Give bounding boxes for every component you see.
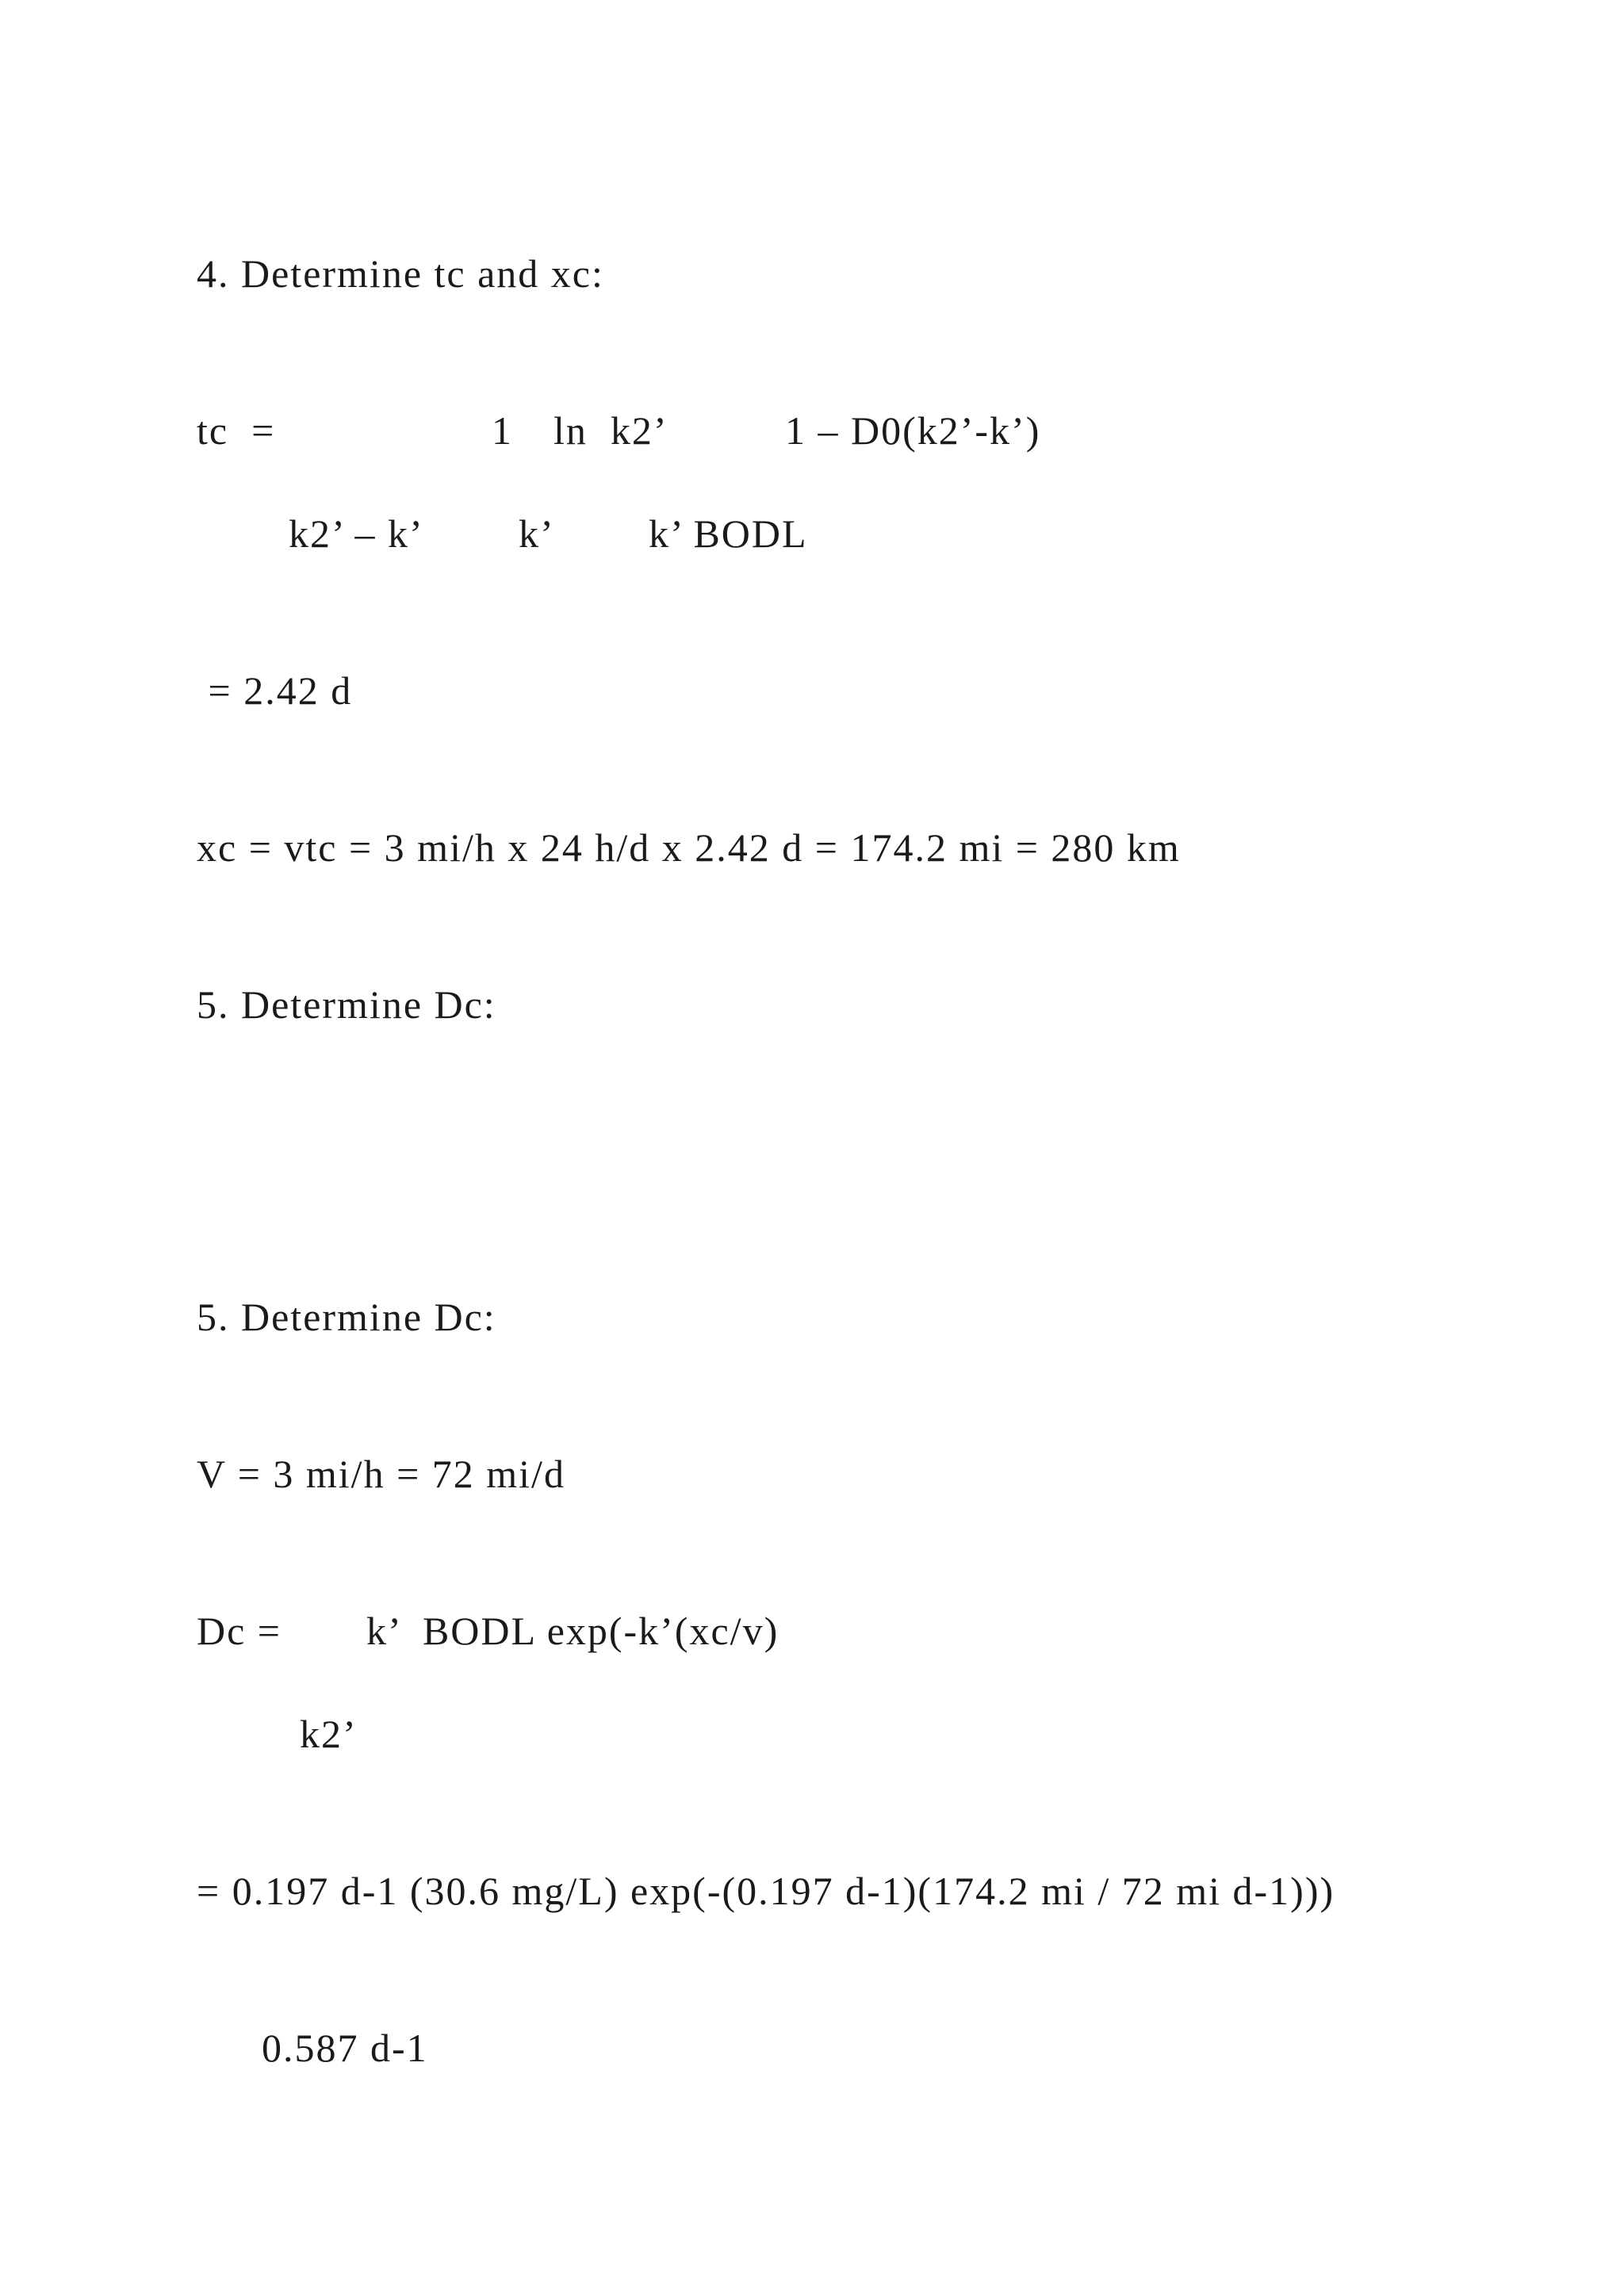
tc-denominator-three: k’ BODL — [649, 511, 808, 556]
tc-numerator-one: 1 — [492, 408, 513, 453]
tc-numerator-two: 1 – D0(k2’-k’) — [785, 408, 1041, 453]
step5-heading-first: 5. Determine Dc: — [197, 982, 496, 1027]
tc-denominator-two: k’ — [519, 511, 555, 556]
tc-denominator-one: k2’ – k’ — [289, 511, 424, 556]
dc-equation-denominator: k2’ — [300, 1712, 358, 1756]
tc-equation-lhs: tc = — [197, 408, 276, 453]
tc-ln-term: ln k2’ — [553, 408, 668, 453]
dc-substitution: = 0.197 d-1 (30.6 mg/L) exp(-(0.197 d-1)(174.2 mi / 72 mi d-1))) — [197, 1869, 1335, 1913]
dc-denominator-value: 0.587 d-1 — [262, 2026, 428, 2070]
xc-calculation: xc = vtc = 3 mi/h x 24 h/d x 2.42 d = 174.2 mi = 280 km — [197, 825, 1181, 870]
velocity-line: V = 3 mi/h = 72 mi/d — [197, 1452, 565, 1496]
tc-result: = 2.42 d — [197, 668, 353, 713]
dc-equation-numerator: k’ BODL exp(-k’(xc/v) — [366, 1609, 779, 1653]
dc-equation-lhs: Dc = — [197, 1609, 282, 1653]
step5-heading-second: 5. Determine Dc: — [197, 1295, 496, 1339]
step4-heading: 4. Determine tc and xc: — [197, 251, 604, 296]
